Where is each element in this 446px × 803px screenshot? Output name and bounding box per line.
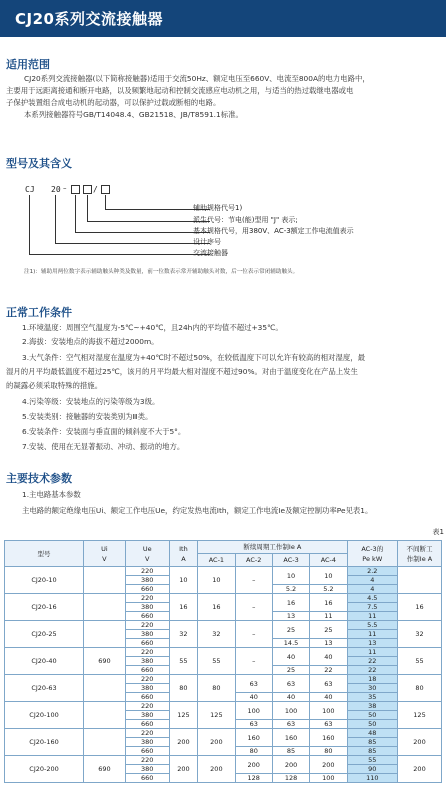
cell-pe: 11 bbox=[347, 630, 398, 639]
cell-ac1: 80 bbox=[198, 675, 235, 702]
cell-ac4: 63 bbox=[310, 675, 347, 693]
label-basic-code: 基本规格代号，用380V、AC-3额定工作电流值表示 bbox=[193, 227, 354, 235]
th-pe: AC-3的 Pe kW bbox=[347, 541, 398, 567]
scope-line-2: 主要用于远距离接通和断开电路，以及频繁地起动和控制交流感应电动机之用，与适当的热过载继电器或电 bbox=[6, 86, 354, 95]
code-separator: / bbox=[93, 185, 98, 194]
cell-ac3: 10 bbox=[272, 567, 309, 585]
cell-ac3: 13 bbox=[272, 612, 309, 621]
cell-ac4: 22 bbox=[310, 666, 347, 675]
cond-line-9: 7.安装、使用在无显著振动、冲动、振动的地方。 bbox=[22, 442, 185, 451]
cell-ac1: 125 bbox=[198, 702, 235, 729]
cell-ui bbox=[84, 702, 126, 729]
cell-ac4: 160 bbox=[310, 729, 347, 747]
cell-ith: 125 bbox=[169, 702, 198, 729]
cell-ue: 220 bbox=[125, 675, 169, 684]
table-row bbox=[5, 756, 442, 765]
cell-pe: 13 bbox=[347, 639, 398, 648]
cell-pe: 85 bbox=[347, 738, 398, 747]
cell-pe: 4 bbox=[347, 576, 398, 585]
cell-pe: 85 bbox=[347, 747, 398, 756]
cell-ue: 660 bbox=[125, 774, 169, 783]
cell-ac3: 40 bbox=[272, 693, 309, 702]
cell-ue: 660 bbox=[125, 747, 169, 756]
cell-ue: 220 bbox=[125, 567, 169, 576]
th-ue: Ue V bbox=[125, 541, 169, 567]
model-code-diagram: CJ 20 – / 辅助规格代号1) 派生代号：节电(能)型用 "J" 表示; 基本规格代号，用380V、AC-3额定工作电流值表示 设计序号 交流接触器 bbox=[25, 184, 354, 257]
label-design-number: 设计序号 bbox=[193, 238, 221, 246]
table-row bbox=[5, 594, 442, 603]
cell-pe: 11 bbox=[347, 612, 398, 621]
cell-cont: 80 bbox=[398, 675, 442, 702]
cell-model: CJ20-63 bbox=[5, 675, 84, 702]
cond-line-4: 湿月的月平均最低温度不超过25℃，该月的月平均最大相对湿度不超过90%。对由于温度变化在产品上发生 bbox=[6, 367, 358, 376]
cell-ac4: 5.2 bbox=[310, 585, 347, 594]
cell-ith: 32 bbox=[169, 621, 198, 648]
cell-ith: 16 bbox=[169, 594, 198, 621]
cell-ui bbox=[84, 729, 126, 756]
cell-cont: 16 bbox=[398, 594, 442, 621]
cell-pe: 4 bbox=[347, 585, 398, 594]
table-row bbox=[5, 675, 442, 684]
table-row bbox=[5, 702, 442, 711]
cond-line-5: 的凝露必须采取特殊的措施。 bbox=[6, 381, 103, 390]
cell-ac2: 40 bbox=[235, 693, 272, 702]
cell-ue: 660 bbox=[125, 666, 169, 675]
cell-ac4: 63 bbox=[310, 720, 347, 729]
cell-ac3: 160 bbox=[272, 729, 309, 747]
cell-model: CJ20-25 bbox=[5, 621, 84, 648]
cell-ac4: 100 bbox=[310, 702, 347, 720]
cell-ac4: 10 bbox=[310, 567, 347, 585]
cell-ac4: 16 bbox=[310, 594, 347, 612]
cell-ac2: 160 bbox=[235, 729, 272, 747]
cell-cont bbox=[398, 567, 442, 594]
scope-line-4: 本系列接触器符号GB/T14048.4、GB21518、JB/T8591.1标准。 bbox=[24, 110, 243, 119]
cell-cont: 200 bbox=[398, 756, 442, 783]
cond-line-2: 2.海拔：安装地点的海拔不超过2000m。 bbox=[22, 337, 159, 346]
th-ac2: AC-2 bbox=[235, 554, 272, 567]
scope-line-3: 子保护装置组合成电动机的起动器，可以保护过载或断相的电路。 bbox=[6, 98, 221, 107]
cell-ac2: – bbox=[235, 621, 272, 648]
cell-pe: 38 bbox=[347, 702, 398, 711]
cell-ac3: 25 bbox=[272, 666, 309, 675]
cell-pe: 90 bbox=[347, 765, 398, 774]
cell-ac3: 14.5 bbox=[272, 639, 309, 648]
cell-ui bbox=[84, 594, 126, 621]
cell-ac1: 10 bbox=[198, 567, 235, 594]
cell-model: CJ20-200 bbox=[5, 756, 84, 783]
cell-ac2: 200 bbox=[235, 756, 272, 774]
cell-ui bbox=[84, 567, 126, 594]
cell-ith: 200 bbox=[169, 756, 198, 783]
code-number: 20 bbox=[51, 185, 61, 194]
label-derived-code: 派生代号：节电(能)型用 "J" 表示; bbox=[193, 216, 298, 224]
cell-ith: 10 bbox=[169, 567, 198, 594]
table-label: 表1 bbox=[432, 528, 444, 536]
cell-pe: 50 bbox=[347, 720, 398, 729]
table-row bbox=[5, 567, 442, 576]
code-box-3 bbox=[101, 185, 110, 194]
th-ith: Ith A bbox=[169, 541, 198, 567]
cell-pe: 22 bbox=[347, 666, 398, 675]
cell-ac1: 32 bbox=[198, 621, 235, 648]
cell-ui: 690 bbox=[84, 648, 126, 675]
cell-ue: 220 bbox=[125, 729, 169, 738]
cell-ac1: 200 bbox=[198, 729, 235, 756]
cell-pe: 2.2 bbox=[347, 567, 398, 576]
page-title: CJ20系列交流接触器 bbox=[15, 10, 163, 28]
cell-ue: 220 bbox=[125, 648, 169, 657]
cell-ac4: 40 bbox=[310, 648, 347, 666]
cell-ac4: 11 bbox=[310, 612, 347, 621]
table-row bbox=[5, 621, 442, 630]
table-row bbox=[5, 729, 442, 738]
cell-ac2: 100 bbox=[235, 702, 272, 720]
th-ui: Ui V bbox=[84, 541, 126, 567]
cell-cont: 32 bbox=[398, 621, 442, 648]
scope-heading: 适用范围 bbox=[6, 58, 50, 71]
cell-ac2: – bbox=[235, 567, 272, 594]
label-aux-code: 辅助规格代号1) bbox=[193, 204, 243, 212]
th-cont: 不间断工 作制Ie A bbox=[398, 541, 442, 567]
th-group: 断续周期工作制Ie A bbox=[198, 541, 347, 554]
code-box-2 bbox=[83, 185, 92, 194]
tech-description: 主电路的额定绝缘电压Ui、额定工作电压Ue，约定发热电流Ith，额定工作电流Ie及额定控制功率Pe见表1。 bbox=[22, 506, 373, 515]
cell-pe: 50 bbox=[347, 711, 398, 720]
cell-pe: 11 bbox=[347, 648, 398, 657]
cell-ac1: 16 bbox=[198, 594, 235, 621]
conditions-heading: 正常工作条件 bbox=[6, 306, 72, 319]
cell-ue: 380 bbox=[125, 603, 169, 612]
cell-ac2: – bbox=[235, 594, 272, 621]
cell-pe: 7.5 bbox=[347, 603, 398, 612]
cond-line-8: 6.安装条件：安装面与垂直面的倾斜度不大于5°。 bbox=[22, 427, 186, 436]
cell-ac3: 40 bbox=[272, 648, 309, 666]
cell-cont: 55 bbox=[398, 648, 442, 675]
scope-line-1: CJ20系列交流接触器(以下简称接触器)适用于交流50Hz、额定电压至660V、电流至800A的电力电路中， bbox=[24, 74, 370, 83]
label-ac-contactor: 交流接触器 bbox=[193, 249, 228, 257]
cell-ue: 220 bbox=[125, 702, 169, 711]
cell-pe: 22 bbox=[347, 657, 398, 666]
cell-ue: 220 bbox=[125, 594, 169, 603]
cell-cont: 125 bbox=[398, 702, 442, 729]
cell-model: CJ20-10 bbox=[5, 567, 84, 594]
cell-pe: 5.5 bbox=[347, 621, 398, 630]
tech-heading: 主要技术参数 bbox=[6, 472, 72, 485]
cell-model: CJ20-16 bbox=[5, 594, 84, 621]
cell-ui bbox=[84, 621, 126, 648]
cell-ac4: 40 bbox=[310, 693, 347, 702]
cond-line-6: 4.污染等级：安装地点的污染等级为3级。 bbox=[22, 397, 160, 406]
cell-ue: 220 bbox=[125, 756, 169, 765]
cell-ue: 660 bbox=[125, 720, 169, 729]
cell-pe: 18 bbox=[347, 675, 398, 684]
cell-ac2: 80 bbox=[235, 747, 272, 756]
model-note: 注1)：辅助用两位数字表示辅助触头种类及数量，前一位数表示常开辅助触头对数，后一位表示常闭辅助触头。 bbox=[24, 269, 299, 275]
cell-cont: 200 bbox=[398, 729, 442, 756]
model-heading: 型号及其含义 bbox=[6, 157, 72, 170]
cell-model: CJ20-100 bbox=[5, 702, 84, 729]
main-circuit-table bbox=[4, 540, 442, 783]
cell-ith: 55 bbox=[169, 648, 198, 675]
cell-ue: 660 bbox=[125, 612, 169, 621]
cond-line-1: 1.环境温度：周围空气温度为-5℃~+40℃，且24h内的平均值不超过+35℃。 bbox=[22, 323, 283, 332]
cell-ac2: – bbox=[235, 648, 272, 675]
cell-ac3: 100 bbox=[272, 702, 309, 720]
cell-ac3: 200 bbox=[272, 756, 309, 774]
code-box-1 bbox=[71, 185, 80, 194]
cell-ue: 380 bbox=[125, 684, 169, 693]
cell-ue: 380 bbox=[125, 738, 169, 747]
cell-ac2: 63 bbox=[235, 720, 272, 729]
th-model: 型号 bbox=[5, 541, 84, 567]
table-body bbox=[5, 567, 442, 783]
cell-ui: 690 bbox=[84, 756, 126, 783]
cell-ac2: 63 bbox=[235, 675, 272, 693]
table-row bbox=[5, 648, 442, 657]
cell-ac3: 85 bbox=[272, 747, 309, 756]
cell-pe: 55 bbox=[347, 756, 398, 765]
cell-ue: 380 bbox=[125, 711, 169, 720]
th-ac1: AC-1 bbox=[198, 554, 235, 567]
cell-ue: 380 bbox=[125, 630, 169, 639]
cell-ac3: 25 bbox=[272, 621, 309, 639]
cell-ac1: 200 bbox=[198, 756, 235, 783]
cell-ac4: 100 bbox=[310, 774, 347, 783]
cell-ac4: 13 bbox=[310, 639, 347, 648]
cell-ac1: 55 bbox=[198, 648, 235, 675]
cell-ue: 380 bbox=[125, 657, 169, 666]
cell-ac4: 80 bbox=[310, 747, 347, 756]
cell-ac3: 5.2 bbox=[272, 585, 309, 594]
cell-ac2: 128 bbox=[235, 774, 272, 783]
cell-ac3: 63 bbox=[272, 720, 309, 729]
cell-ue: 660 bbox=[125, 639, 169, 648]
cond-line-7: 5.安装类别：接触器的安装类别为Ⅲ类。 bbox=[22, 412, 153, 421]
cell-pe: 4.5 bbox=[347, 594, 398, 603]
code-prefix: CJ bbox=[25, 185, 35, 194]
cell-ue: 380 bbox=[125, 765, 169, 774]
th-ac4: AC-4 bbox=[310, 554, 347, 567]
page-header bbox=[0, 0, 446, 37]
cell-model: CJ20-160 bbox=[5, 729, 84, 756]
cell-ith: 80 bbox=[169, 675, 198, 702]
cell-ac4: 25 bbox=[310, 621, 347, 639]
cell-ue: 660 bbox=[125, 585, 169, 594]
cell-ac3: 63 bbox=[272, 675, 309, 693]
cell-pe: 35 bbox=[347, 693, 398, 702]
cell-pe: 30 bbox=[347, 684, 398, 693]
cond-line-3: 3.大气条件：空气相对湿度在温度为+40℃时不超过50%，在较低温度下可以允许有较高的相对湿度，最 bbox=[22, 353, 366, 362]
cell-ith: 200 bbox=[169, 729, 198, 756]
cell-ac3: 128 bbox=[272, 774, 309, 783]
cell-ue: 380 bbox=[125, 576, 169, 585]
cell-pe: 48 bbox=[347, 729, 398, 738]
cell-ue: 220 bbox=[125, 621, 169, 630]
cell-ue: 660 bbox=[125, 693, 169, 702]
tech-subheading: 1.主电路基本参数 bbox=[22, 490, 81, 499]
cell-model: CJ20-40 bbox=[5, 648, 84, 675]
cell-ui bbox=[84, 675, 126, 702]
cell-ac3: 16 bbox=[272, 594, 309, 612]
cell-ac4: 200 bbox=[310, 756, 347, 774]
th-ac3: AC-3 bbox=[272, 554, 309, 567]
cell-pe: 110 bbox=[347, 774, 398, 783]
